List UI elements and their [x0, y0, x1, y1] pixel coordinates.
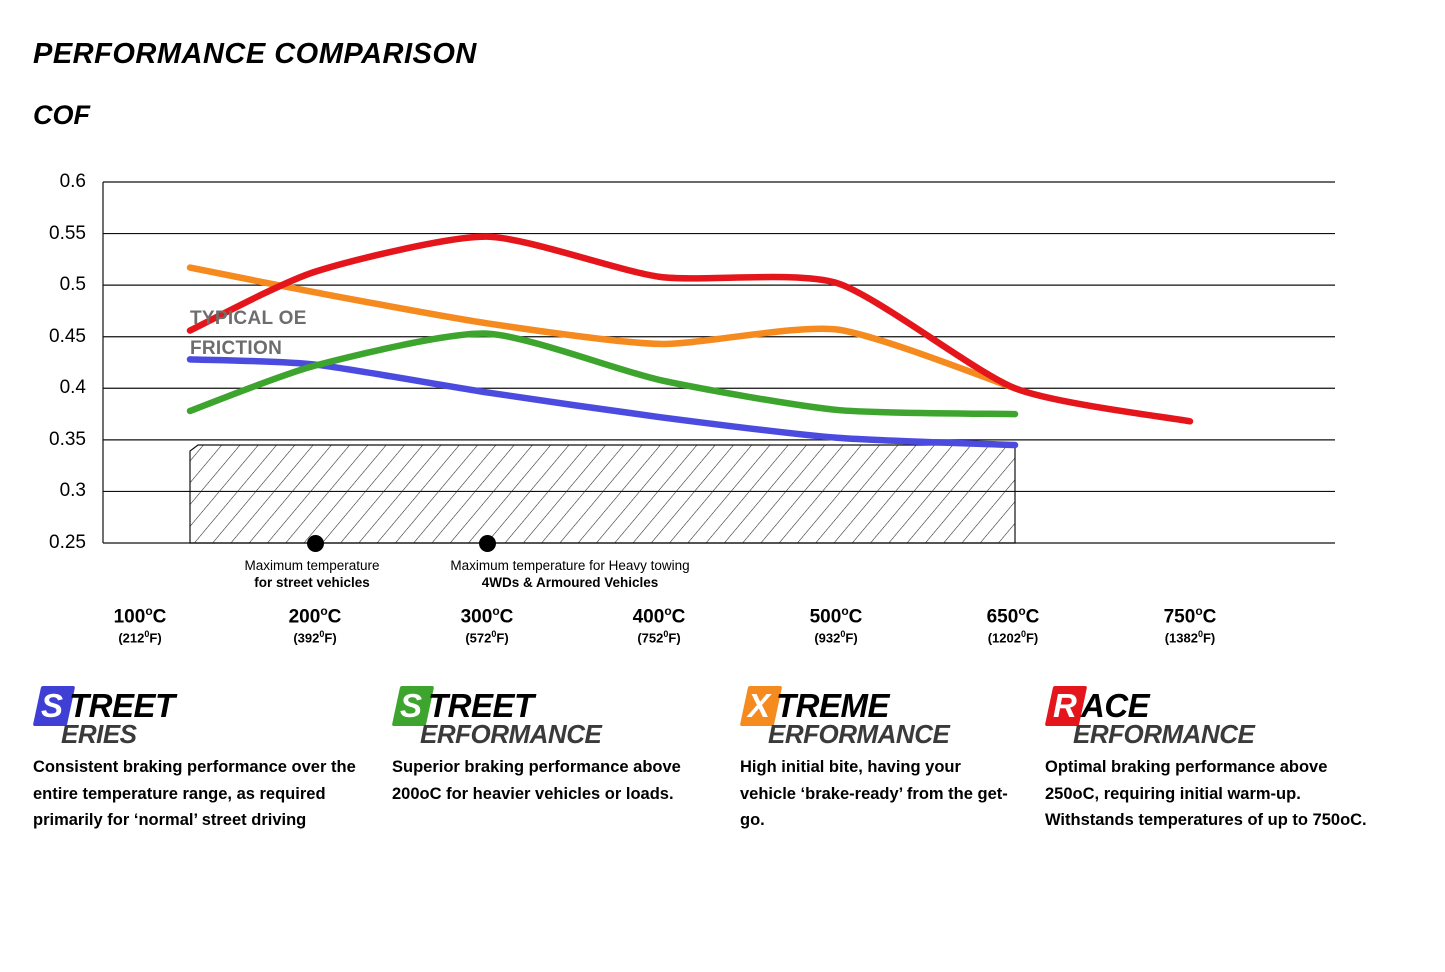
x-tick-label: 650$^o$C (1202$^0$F): [986, 604, 1040, 646]
y-tick-label: 0.35: [49, 428, 86, 450]
logo-race-performance: [1045, 686, 1375, 748]
logo-word-secondary: ERIES: [61, 719, 137, 749]
logo-xtreme-performance: [740, 686, 1015, 748]
x-tick-label: 100$^o$C $(212^0F)$: [113, 604, 167, 646]
annotation-marker: [307, 535, 324, 552]
y-axis-title: COF: [33, 100, 90, 130]
x-tick-label: 200$^o$C $(392^0F)$: [288, 604, 342, 646]
legend-description: Superior braking performance above 200oC for heavier vehicles or loads.: [392, 758, 681, 803]
legend-card-street-series[interactable]: [33, 686, 373, 834]
page-title: PERFORMANCE COMPARISON: [33, 38, 477, 70]
logo-word-primary: TREET: [428, 687, 534, 724]
hatch-label-line1: TYPICAL OE: [190, 308, 307, 329]
x-tick-label: 750$^o$C (1382$^0$F): [1163, 604, 1217, 646]
logo-word-secondary: ERFORMANCE: [768, 719, 950, 749]
plot-area: [95, 160, 1335, 550]
legend-card-street-performance[interactable]: [392, 686, 722, 807]
x-tick-label: 300$^o$C $(572^0F)$: [460, 604, 514, 646]
y-tick-label: 0.25: [49, 532, 86, 553]
logo-word-secondary: ERFORMANCE: [1073, 719, 1255, 749]
logo-letter: S: [41, 687, 64, 724]
series-lines: [190, 237, 1190, 445]
annotation-street-max-temp: Maximum temperature for street vehicles: [244, 558, 380, 590]
y-tick-label: 0.6: [59, 171, 86, 192]
y-tick-label: 0.45: [49, 325, 86, 347]
hatch-label-line2: FRICTION: [190, 338, 283, 359]
y-tick-label: 0.3: [59, 480, 86, 502]
legend-card-race-performance[interactable]: [1045, 686, 1375, 834]
annotation-marker: [479, 535, 496, 552]
legend-description: Consistent braking performance over the entire temperature range, as required primarily for ‘normal’ street driving: [33, 758, 356, 830]
legend-description: Optimal braking performance above 250oC, requiring initial warm-up. Withstands temperatures of up to 750oC.: [1045, 758, 1367, 830]
logo-letter: S: [400, 687, 423, 724]
logo-word-secondary: ERFORMANCE: [420, 719, 602, 749]
logo-letter: X: [748, 687, 771, 724]
y-tick-label: 0.55: [49, 222, 86, 244]
legend-description: High initial bite, having your vehicle ‘brake-ready’ from the get-go.: [740, 758, 1008, 830]
logo-street-series: [33, 686, 373, 748]
series-line: [190, 237, 1190, 422]
logo-word-primary: ACE: [1081, 687, 1150, 724]
y-tick-label: 0.4: [59, 377, 86, 399]
logo-word-primary: TREET: [69, 687, 175, 724]
y-tick-label: 0.5: [59, 274, 86, 296]
legend-card-xtreme-performance[interactable]: [740, 686, 1015, 834]
series-line: [190, 359, 1015, 445]
typical-oe-friction-band: [190, 445, 1015, 543]
logo-letter: R: [1053, 687, 1077, 724]
logo-word-primary: TREME: [776, 687, 889, 724]
x-tick-label: 500$^o$C $(932^0F)$: [809, 604, 863, 646]
x-tick-label: 400$^o$C $(752^0F)$: [632, 604, 686, 646]
logo-street-performance: [392, 686, 722, 748]
annotation-towing-max-temp: Maximum temperature for Heavy towing 4WDs & Armoured Vehicles: [450, 558, 690, 590]
